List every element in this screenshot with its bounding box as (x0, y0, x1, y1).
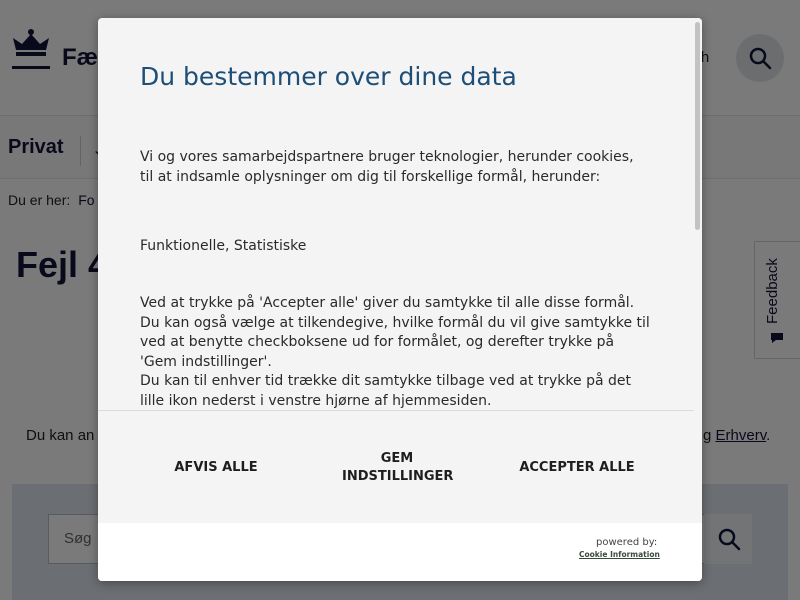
cookie-consent-dialog (98, 18, 702, 581)
scrollbar-thumb[interactable] (695, 22, 700, 230)
reject-all-button[interactable]: AFVIS ALLE (174, 460, 258, 475)
consent-title: Du bestemmer over dine data (140, 62, 517, 91)
powered-by-label: powered by: (596, 537, 658, 548)
cookie-information-link[interactable]: Cookie Information (579, 550, 660, 559)
save-settings-label: GEM INDSTILLINGER (342, 451, 454, 484)
dialog-divider (98, 410, 694, 411)
consent-explanation: Ved at trykke på 'Accepter alle' giver du samtykke til alle disse formål. Du kan også vælge at tilkendegive, hvilke formål du vil give samtykke til ved at benytte checkboksene ud for formålet, og derefter trykke på 'Gem indstillinger'. (140, 295, 650, 370)
consent-purposes: Funktionelle, Statistiske (140, 238, 307, 254)
consent-scroll-area[interactable] (98, 18, 702, 410)
consent-intro: Vi og vores samarbejdspartnere bruger teknologier, herunder cookies, til at indsamle oplysninger om dig til forskellige formål, herunder: (140, 149, 634, 185)
accept-all-button[interactable]: ACCEPTER ALLE (519, 460, 635, 475)
consent-withdraw: Du kan til enhver tid trække dit samtykke tilbage ved at trykke på det lille ikon nederst i venstre hjørne af hjemmesiden. (140, 373, 631, 409)
save-settings-button[interactable] (307, 438, 487, 498)
